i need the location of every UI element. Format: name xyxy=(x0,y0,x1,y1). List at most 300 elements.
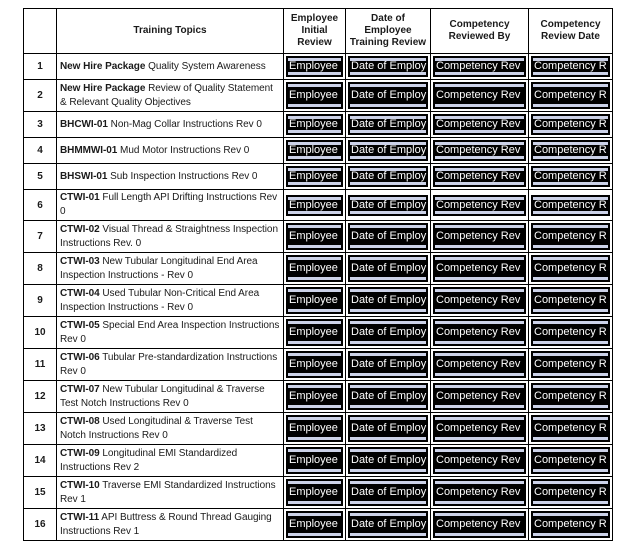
field-highlight-stripe xyxy=(350,341,426,344)
competency-reviewed-by-field[interactable] xyxy=(433,511,526,538)
training-topic xyxy=(57,190,284,221)
field-value-text: Date of Employ xyxy=(351,454,427,466)
field-highlight-stripe xyxy=(435,341,524,344)
training-topic xyxy=(57,349,284,381)
training-topic-description: Traverse EMI Standardized Instructions Rev 1 xyxy=(60,479,276,505)
field-highlight-stripe xyxy=(350,405,426,408)
form-field-cell xyxy=(431,477,529,509)
field-value-text: Competency R xyxy=(534,230,607,242)
form-field-cell xyxy=(529,413,613,445)
training-topic xyxy=(57,54,284,80)
table-row xyxy=(24,54,613,80)
training-topic-description: Tubular Pre-standardization Instructions Rev 0 xyxy=(60,351,278,377)
field-value-text: Competency Rev xyxy=(436,294,521,306)
employee-initial-review-field[interactable] xyxy=(286,415,343,442)
employee-initial-review-field[interactable] xyxy=(286,287,343,314)
field-highlight-stripe xyxy=(288,104,341,107)
competency-review-date-field[interactable] xyxy=(531,319,610,346)
competency-reviewed-by-field[interactable] xyxy=(433,140,526,161)
competency-review-date-field[interactable] xyxy=(531,114,610,135)
field-highlight-stripe xyxy=(350,469,426,472)
field-value-text: Competency Rev xyxy=(436,518,521,530)
competency-review-date-field[interactable] xyxy=(531,195,610,216)
field-highlight-stripe xyxy=(533,309,608,312)
row-number: 15 xyxy=(24,477,57,509)
field-value-text: Competency Rev xyxy=(436,422,521,434)
form-field-cell xyxy=(284,54,346,80)
field-value-text: Competency Rev xyxy=(436,358,521,370)
field-value-text: Competency Rev xyxy=(436,199,521,211)
training-topic xyxy=(57,253,284,285)
field-highlight-stripe xyxy=(350,309,426,312)
field-value-text: Employee xyxy=(289,454,338,466)
field-highlight-stripe xyxy=(350,533,426,536)
field-value-text: Date of Employ xyxy=(351,294,427,306)
employee-initial-review-field[interactable] xyxy=(286,114,343,135)
training-topic-code: CTWI-06 xyxy=(60,351,100,363)
form-field-cell xyxy=(431,190,529,221)
competency-review-date-field[interactable] xyxy=(531,255,610,282)
form-field-cell xyxy=(431,317,529,349)
training-review-date-field[interactable] xyxy=(348,195,428,216)
training-topic-description: Special End Area Inspection Instructions Rev 0 xyxy=(60,319,280,345)
field-highlight-stripe xyxy=(435,309,524,312)
field-value-text: Competency Rev xyxy=(436,262,521,274)
form-field-cell xyxy=(284,164,346,190)
form-field-cell xyxy=(346,509,431,541)
employee-initial-review-field[interactable] xyxy=(286,140,343,161)
table-row xyxy=(24,164,613,190)
field-highlight-stripe xyxy=(435,405,524,408)
field-value-text: Competency R xyxy=(534,518,607,530)
field-value-text: Employee xyxy=(289,145,338,156)
employee-initial-review-field[interactable] xyxy=(286,195,343,216)
field-value-text: Date of Employ xyxy=(351,518,427,530)
competency-review-date-field[interactable] xyxy=(531,223,610,250)
competency-reviewed-by-field[interactable] xyxy=(433,166,526,187)
form-field-cell xyxy=(284,477,346,509)
form-field-cell xyxy=(529,138,613,164)
field-highlight-stripe xyxy=(435,469,524,472)
training-record-table xyxy=(23,8,613,541)
training-review-date-field[interactable] xyxy=(348,479,428,506)
competency-review-date-field[interactable] xyxy=(531,383,610,410)
form-field-cell xyxy=(529,285,613,317)
field-highlight-stripe xyxy=(533,156,608,159)
row-number: 4 xyxy=(24,138,57,164)
field-highlight-stripe xyxy=(435,277,524,280)
form-field-cell xyxy=(431,445,529,477)
table-row xyxy=(24,317,613,349)
field-highlight-stripe xyxy=(435,156,524,159)
training-topic-code: CTWI-05 xyxy=(60,319,100,331)
field-value-text: Competency Rev xyxy=(436,230,521,242)
field-highlight-stripe xyxy=(288,501,341,504)
field-highlight-stripe xyxy=(533,533,608,536)
field-highlight-stripe xyxy=(435,211,524,214)
training-review-date-field[interactable] xyxy=(348,114,428,135)
form-field-cell xyxy=(346,477,431,509)
field-highlight-stripe xyxy=(533,405,608,408)
form-field-cell xyxy=(284,190,346,221)
employee-initial-review-field[interactable] xyxy=(286,511,343,538)
field-value-text: Competency R xyxy=(534,199,607,211)
field-highlight-stripe xyxy=(288,130,341,133)
form-field-cell xyxy=(529,445,613,477)
training-review-date-field[interactable] xyxy=(348,511,428,538)
training-topic xyxy=(57,445,284,477)
field-highlight-stripe xyxy=(435,437,524,440)
field-highlight-stripe xyxy=(350,245,426,248)
employee-initial-review-field[interactable] xyxy=(286,383,343,410)
field-highlight-stripe xyxy=(533,182,608,185)
field-value-text: Employee xyxy=(289,326,338,338)
row-number: 7 xyxy=(24,221,57,253)
field-highlight-stripe xyxy=(288,72,341,75)
row-number: 9 xyxy=(24,285,57,317)
field-highlight-stripe xyxy=(288,277,341,280)
field-highlight-stripe xyxy=(533,104,608,107)
form-field-cell xyxy=(346,349,431,381)
form-field-cell xyxy=(529,54,613,80)
competency-review-date-field[interactable] xyxy=(531,479,610,506)
field-highlight-stripe xyxy=(533,501,608,504)
competency-reviewed-by-field[interactable] xyxy=(433,351,526,378)
form-field-cell xyxy=(284,138,346,164)
table-row xyxy=(24,445,613,477)
training-review-date-field[interactable] xyxy=(348,56,428,77)
field-highlight-stripe xyxy=(533,72,608,75)
competency-review-date-field[interactable] xyxy=(531,287,610,314)
field-value-text: Competency Rev xyxy=(436,145,521,156)
field-value-text: Competency Rev xyxy=(436,89,521,101)
field-highlight-stripe xyxy=(350,373,426,376)
competency-reviewed-by-field[interactable] xyxy=(433,319,526,346)
field-value-text: Date of Employ xyxy=(351,171,427,182)
form-field-cell xyxy=(284,80,346,112)
employee-initial-review-field[interactable] xyxy=(286,56,343,77)
table-row xyxy=(24,285,613,317)
competency-review-date-field[interactable] xyxy=(531,511,610,538)
table-row xyxy=(24,509,613,541)
field-value-text: Competency Rev xyxy=(436,390,521,402)
column-header-employee-initial-review: Employee Initial Review xyxy=(284,9,346,54)
training-topic xyxy=(57,138,284,164)
training-topic xyxy=(57,413,284,445)
field-value-text: Date of Employ xyxy=(351,119,427,130)
competency-reviewed-by-field[interactable] xyxy=(433,479,526,506)
table-row xyxy=(24,112,613,138)
row-number: 2 xyxy=(24,80,57,112)
form-field-cell xyxy=(346,445,431,477)
field-value-text: Employee xyxy=(289,230,338,242)
table-row xyxy=(24,413,613,445)
competency-reviewed-by-field[interactable] xyxy=(433,255,526,282)
training-topic-code: New Hire Package xyxy=(60,60,146,72)
field-value-text: Employee xyxy=(289,89,338,101)
table-row xyxy=(24,253,613,285)
field-value-text: Competency R xyxy=(534,454,607,466)
column-header-competency-review-date: Competency Review Date xyxy=(529,9,613,54)
form-field-cell xyxy=(529,190,613,221)
form-field-cell xyxy=(284,317,346,349)
field-highlight-stripe xyxy=(435,104,524,107)
form-field-cell xyxy=(284,221,346,253)
training-topic xyxy=(57,509,284,541)
field-highlight-stripe xyxy=(350,104,426,107)
form-field-cell xyxy=(346,80,431,112)
form-field-cell xyxy=(346,317,431,349)
competency-review-date-field[interactable] xyxy=(531,166,610,187)
form-field-cell xyxy=(529,477,613,509)
competency-reviewed-by-field[interactable] xyxy=(433,223,526,250)
competency-reviewed-by-field[interactable] xyxy=(433,415,526,442)
row-number: 8 xyxy=(24,253,57,285)
competency-review-date-field[interactable] xyxy=(531,140,610,161)
competency-reviewed-by-field[interactable] xyxy=(433,114,526,135)
form-field-cell xyxy=(346,221,431,253)
training-topic xyxy=(57,317,284,349)
field-value-text: Employee xyxy=(289,119,338,130)
field-highlight-stripe xyxy=(533,373,608,376)
form-field-cell xyxy=(529,349,613,381)
training-topic-code: BHMMWI-01 xyxy=(60,144,118,156)
field-value-text: Competency Rev xyxy=(436,61,521,72)
field-highlight-stripe xyxy=(533,245,608,248)
form-field-cell xyxy=(346,285,431,317)
field-highlight-stripe xyxy=(288,373,341,376)
training-review-date-field[interactable] xyxy=(348,223,428,250)
field-highlight-stripe xyxy=(288,341,341,344)
field-highlight-stripe xyxy=(288,469,341,472)
field-value-text: Date of Employ xyxy=(351,262,427,274)
field-highlight-stripe xyxy=(350,72,426,75)
training-topic-description: Non-Mag Collar Instructions Rev 0 xyxy=(107,118,262,130)
training-review-date-field[interactable] xyxy=(348,255,428,282)
training-topic-description: Full Length API Drifting Instructions Rev 0 xyxy=(60,192,278,217)
form-field-cell xyxy=(431,509,529,541)
field-value-text: Date of Employ xyxy=(351,390,427,402)
competency-review-date-field[interactable] xyxy=(531,56,610,77)
employee-initial-review-field[interactable] xyxy=(286,166,343,187)
training-topic-code: CTWI-02 xyxy=(60,223,100,235)
field-value-text: Employee xyxy=(289,422,338,434)
employee-initial-review-field[interactable] xyxy=(286,479,343,506)
table-header-row xyxy=(24,9,613,54)
field-value-text: Competency R xyxy=(534,171,607,182)
field-value-text: Date of Employ xyxy=(351,89,427,101)
form-field-cell xyxy=(284,445,346,477)
row-number: 10 xyxy=(24,317,57,349)
row-number: 12 xyxy=(24,381,57,413)
training-topic-description: New Tubular Longitudinal & Traverse Test Notch Instructions Rev 0 xyxy=(60,383,265,409)
competency-review-date-field[interactable] xyxy=(531,447,610,474)
field-value-text: Date of Employ xyxy=(351,358,427,370)
competency-review-date-field[interactable] xyxy=(531,82,610,109)
table-row xyxy=(24,221,613,253)
field-value-text: Competency Rev xyxy=(436,119,521,130)
training-topic-description: Review of Quality Statement & Relevant Quality Objectives xyxy=(60,82,273,108)
form-field-cell xyxy=(284,413,346,445)
column-header-training-topics: Training Topics xyxy=(57,9,284,54)
field-value-text: Date of Employ xyxy=(351,422,427,434)
row-number: 5 xyxy=(24,164,57,190)
field-highlight-stripe xyxy=(350,211,426,214)
form-field-cell xyxy=(284,253,346,285)
field-value-text: Competency R xyxy=(534,358,607,370)
field-value-text: Employee xyxy=(289,199,338,211)
field-value-text: Date of Employ xyxy=(351,326,427,338)
field-highlight-stripe xyxy=(350,501,426,504)
training-review-date-field[interactable] xyxy=(348,140,428,161)
form-field-cell xyxy=(529,221,613,253)
table-row xyxy=(24,381,613,413)
field-highlight-stripe xyxy=(533,130,608,133)
training-topic-description: Quality System Awareness xyxy=(145,60,266,72)
training-review-date-field[interactable] xyxy=(348,447,428,474)
training-review-date-field[interactable] xyxy=(348,319,428,346)
training-review-date-field[interactable] xyxy=(348,383,428,410)
field-value-text: Competency R xyxy=(534,262,607,274)
training-review-date-field[interactable] xyxy=(348,287,428,314)
field-value-text: Employee xyxy=(289,486,338,498)
field-value-text: Employee xyxy=(289,294,338,306)
field-value-text: Competency R xyxy=(534,390,607,402)
field-highlight-stripe xyxy=(288,533,341,536)
field-value-text: Competency R xyxy=(534,294,607,306)
competency-review-date-field[interactable] xyxy=(531,415,610,442)
field-highlight-stripe xyxy=(288,211,341,214)
training-topic-description: Visual Thread & Straightness Inspection Instructions Rev. 0 xyxy=(60,223,278,249)
form-field-cell xyxy=(346,112,431,138)
form-field-cell xyxy=(346,138,431,164)
form-field-cell xyxy=(284,509,346,541)
training-review-date-field[interactable] xyxy=(348,415,428,442)
field-value-text: Competency R xyxy=(534,422,607,434)
field-highlight-stripe xyxy=(350,277,426,280)
training-topic-code: New Hire Package xyxy=(60,82,146,94)
form-field-cell xyxy=(529,317,613,349)
form-field-cell xyxy=(529,381,613,413)
training-topic-code: CTWI-08 xyxy=(60,415,100,427)
field-highlight-stripe xyxy=(435,182,524,185)
form-field-cell xyxy=(529,164,613,190)
form-field-cell xyxy=(431,221,529,253)
field-highlight-stripe xyxy=(288,437,341,440)
training-review-date-field[interactable] xyxy=(348,82,428,109)
row-number: 1 xyxy=(24,54,57,80)
field-highlight-stripe xyxy=(350,182,426,185)
form-field-cell xyxy=(431,349,529,381)
training-topic-code: CTWI-11 xyxy=(60,511,100,523)
training-topic-description: Used Longitudinal & Traverse Test Notch Instructions Rev 0 xyxy=(60,415,253,441)
form-field-cell xyxy=(431,413,529,445)
competency-reviewed-by-field[interactable] xyxy=(433,82,526,109)
field-highlight-stripe xyxy=(533,469,608,472)
field-highlight-stripe xyxy=(435,72,524,75)
field-highlight-stripe xyxy=(533,277,608,280)
field-value-text: Competency R xyxy=(534,326,607,338)
competency-reviewed-by-field[interactable] xyxy=(433,287,526,314)
training-topic xyxy=(57,221,284,253)
form-field-cell xyxy=(284,349,346,381)
form-field-cell xyxy=(284,112,346,138)
competency-review-date-field[interactable] xyxy=(531,351,610,378)
field-highlight-stripe xyxy=(435,501,524,504)
field-highlight-stripe xyxy=(350,156,426,159)
competency-reviewed-by-field[interactable] xyxy=(433,56,526,77)
training-topic-code: CTWI-10 xyxy=(60,479,100,491)
field-highlight-stripe xyxy=(533,341,608,344)
training-topic xyxy=(57,164,284,190)
form-field-cell xyxy=(529,80,613,112)
row-number: 16 xyxy=(24,509,57,541)
training-topic-code: BHSWI-01 xyxy=(60,170,108,182)
table-row xyxy=(24,477,613,509)
competency-reviewed-by-field[interactable] xyxy=(433,195,526,216)
field-highlight-stripe xyxy=(288,156,341,159)
training-topic-code: CTWI-03 xyxy=(60,255,100,267)
field-highlight-stripe xyxy=(435,373,524,376)
field-value-text: Competency R xyxy=(534,89,607,101)
form-field-cell xyxy=(284,381,346,413)
training-topic xyxy=(57,381,284,413)
training-review-date-field[interactable] xyxy=(348,166,428,187)
employee-initial-review-field[interactable] xyxy=(286,223,343,250)
table-row xyxy=(24,138,613,164)
column-header-number xyxy=(24,9,57,54)
field-highlight-stripe xyxy=(435,245,524,248)
employee-initial-review-field[interactable] xyxy=(286,351,343,378)
employee-initial-review-field[interactable] xyxy=(286,447,343,474)
form-field-cell xyxy=(431,80,529,112)
form-field-cell xyxy=(346,190,431,221)
field-highlight-stripe xyxy=(288,405,341,408)
competency-reviewed-by-field[interactable] xyxy=(433,383,526,410)
competency-reviewed-by-field[interactable] xyxy=(433,447,526,474)
field-value-text: Date of Employ xyxy=(351,199,427,211)
field-highlight-stripe xyxy=(288,245,341,248)
row-number: 3 xyxy=(24,112,57,138)
training-review-date-field[interactable] xyxy=(348,351,428,378)
field-value-text: Employee xyxy=(289,262,338,274)
field-value-text: Competency R xyxy=(534,119,607,130)
column-header-competency-reviewed-by: Competency Reviewed By xyxy=(431,9,529,54)
field-highlight-stripe xyxy=(533,211,608,214)
field-value-text: Date of Employ xyxy=(351,230,427,242)
form-field-cell xyxy=(431,138,529,164)
training-topic-code: CTWI-07 xyxy=(60,383,100,395)
employee-initial-review-field[interactable] xyxy=(286,82,343,109)
employee-initial-review-field[interactable] xyxy=(286,255,343,282)
training-topic-code: CTWI-09 xyxy=(60,447,100,459)
training-topic xyxy=(57,80,284,112)
training-topic-description: API Buttress & Round Thread Gauging Instructions Rev 1 xyxy=(60,511,272,537)
form-field-cell xyxy=(431,381,529,413)
field-value-text: Competency R xyxy=(534,486,607,498)
table-row xyxy=(24,80,613,112)
training-topic xyxy=(57,112,284,138)
form-field-cell xyxy=(431,164,529,190)
column-header-date-of-employee-training-review: Date of Employee Training Review xyxy=(346,9,431,54)
field-highlight-stripe xyxy=(288,309,341,312)
training-topic-description: Used Tubular Non-Critical End Area Inspection Instructions - Rev 0 xyxy=(60,287,260,313)
field-highlight-stripe xyxy=(533,437,608,440)
form-field-cell xyxy=(431,285,529,317)
table-row xyxy=(24,349,613,381)
field-value-text: Date of Employ xyxy=(351,61,427,72)
employee-initial-review-field[interactable] xyxy=(286,319,343,346)
